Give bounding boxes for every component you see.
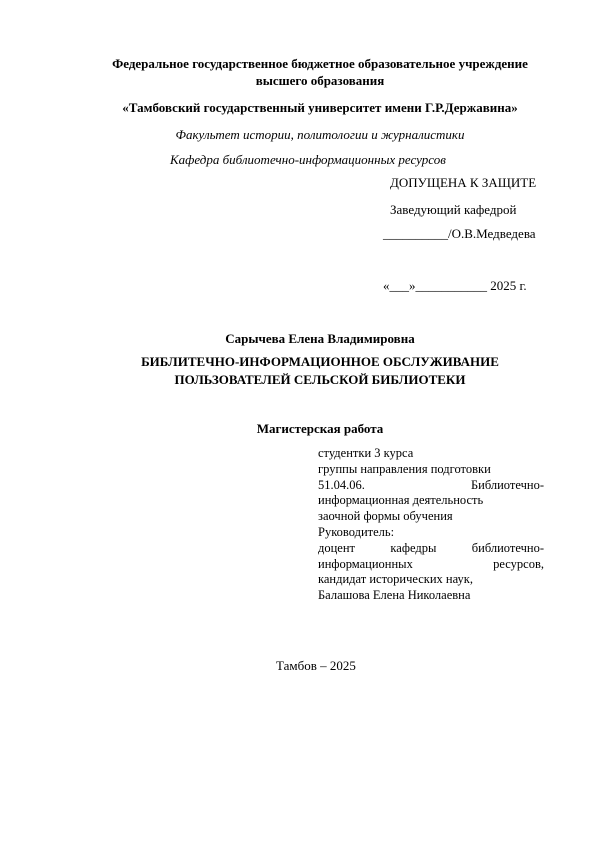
student-group: группы направления подготовки <box>318 461 491 476</box>
thesis-title-line-1: БИБЛИТЕЧНО-ИНФОРМАЦИОННОЕ ОБСЛУЖИВАНИЕ <box>141 354 499 369</box>
supervisor-position-line-1 <box>318 541 544 557</box>
supervisor-label: Руководитель: <box>318 524 395 539</box>
position-word-4: информационных <box>318 556 413 571</box>
city-year: Тамбов – 2025 <box>276 658 356 673</box>
program-name-end: информационная деятельность <box>318 493 484 508</box>
study-form: заочной формы обучения <box>318 509 453 524</box>
position-word-1: доцент <box>318 540 355 555</box>
supervisor-name: Балашова Елена Николаевна <box>318 588 471 603</box>
supervisor-position-line-2 <box>318 557 544 573</box>
student-course: студентки 3 курса <box>318 446 414 460</box>
position-word-3: библиотечно- <box>471 540 544 555</box>
program-name-start: Библиотечно- <box>470 477 544 492</box>
student-supervisor-block <box>318 446 544 604</box>
author-name: Сарычева Елена Владимировна <box>225 331 415 346</box>
admit-to-defense: ДОПУЩЕНА К ЗАЩИТЕ <box>390 175 537 190</box>
position-word-5: ресурсов, <box>493 556 544 571</box>
student-program-code-line <box>318 478 544 494</box>
department-name: Кафедра библиотечно-информационных ресурсов <box>170 152 446 167</box>
faculty-name: Факультет истории, политологии и журналистики <box>175 127 465 142</box>
supervisor-degree: кандидат исторических наук, <box>318 572 473 587</box>
thesis-title-line-2: ПОЛЬЗОВАТЕЛЕЙ СЕЛЬСКОЙ БИБЛИОТЕКИ <box>174 372 466 387</box>
university-name: «Тамбовский государственный университет имени Г.Р.Державина» <box>122 100 518 115</box>
institution-level-line: высшего образования <box>255 73 385 88</box>
program-code: 51.04.06. <box>318 477 365 492</box>
work-type: Магистерская работа <box>256 421 384 436</box>
signature-line: __________/О.В.Медведева <box>383 226 536 241</box>
approval-date-line: «___»___________ 2025 г. <box>383 278 527 293</box>
institution-type-line: Федеральное государственное бюджетное образовательное учреждение <box>112 56 528 71</box>
position-word-2: кафедры <box>390 540 437 555</box>
head-of-department: Заведующий кафедрой <box>390 202 517 217</box>
